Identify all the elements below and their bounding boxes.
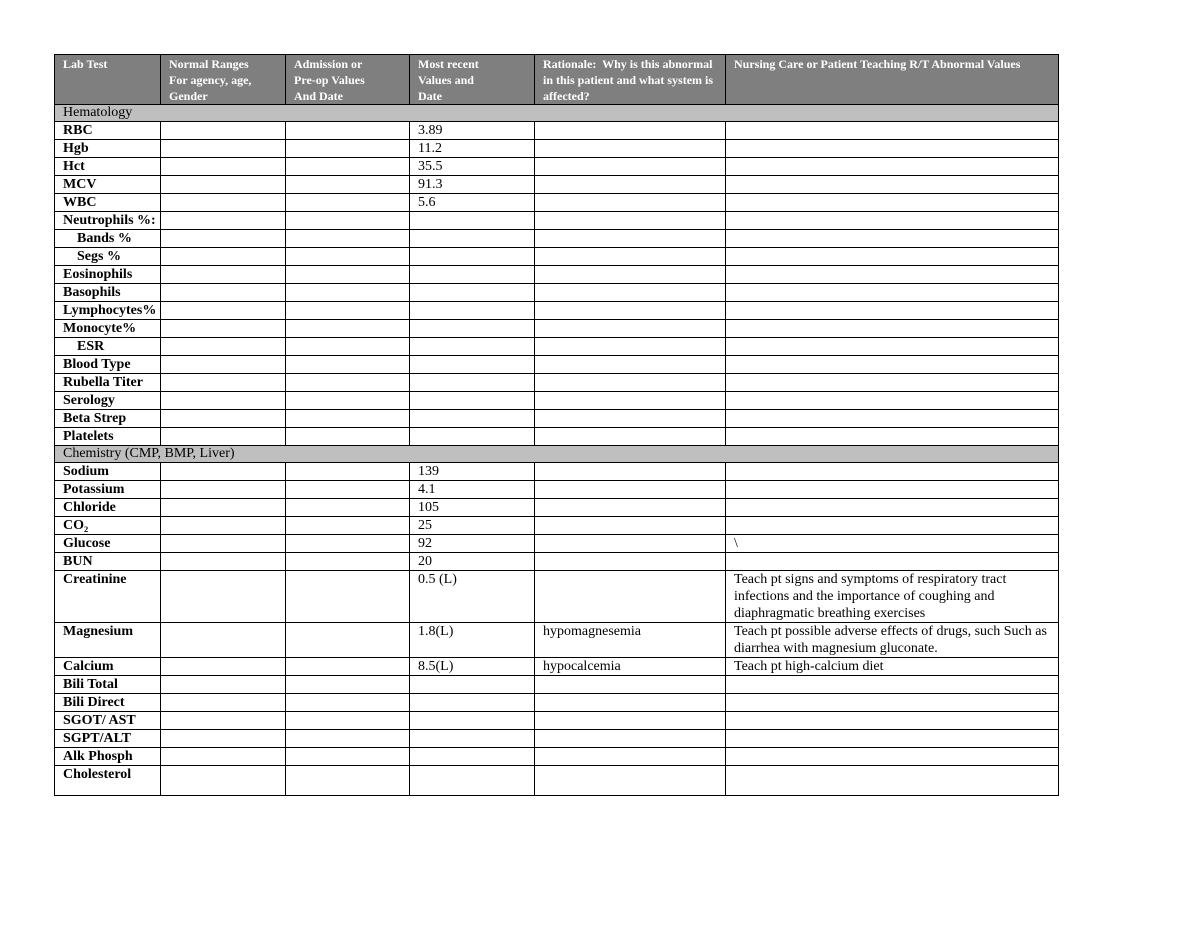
admission-value-cell [286,712,410,730]
lab-test-name: WBC [55,194,161,212]
rationale-cell [535,499,726,517]
rationale-cell [535,266,726,284]
rationale-cell [535,553,726,571]
recent-value-cell: 0.5 (L) [410,571,535,623]
normal-range-cell [161,122,286,140]
normal-range-cell [161,517,286,535]
nursing-care-cell [726,463,1059,481]
normal-range-cell [161,535,286,553]
rationale-cell [535,748,726,766]
table-row [55,463,1059,481]
table-row [55,428,1059,446]
nursing-care-cell [726,284,1059,302]
nursing-care-cell [726,356,1059,374]
admission-value-cell [286,356,410,374]
rationale-cell [535,712,726,730]
header-recent-values: Most recent Values and Date [410,55,535,105]
admission-value-cell [286,658,410,676]
nursing-care-cell [726,712,1059,730]
recent-value-cell [410,284,535,302]
table-row [55,338,1059,356]
admission-value-cell [286,730,410,748]
normal-range-cell [161,730,286,748]
normal-range-cell [161,410,286,428]
nursing-care-cell [726,338,1059,356]
rationale-cell [535,676,726,694]
recent-value-cell: 20 [410,553,535,571]
recent-value-cell: 92 [410,535,535,553]
admission-value-cell [286,230,410,248]
normal-range-cell [161,481,286,499]
table-row [55,766,1059,796]
lab-test-name: Eosinophils [55,266,161,284]
recent-value-cell: 3.89 [410,122,535,140]
lab-test-name: Chloride [55,499,161,517]
recent-value-cell [410,356,535,374]
admission-value-cell [286,676,410,694]
recent-value-cell [410,230,535,248]
admission-value-cell [286,553,410,571]
rationale-cell [535,730,726,748]
table-row [55,748,1059,766]
rationale-cell [535,356,726,374]
normal-range-cell [161,230,286,248]
table-row [55,302,1059,320]
lab-test-name: RBC [55,122,161,140]
table-row [55,623,1059,658]
table-row [55,481,1059,499]
nursing-care-cell [726,694,1059,712]
normal-range-cell [161,356,286,374]
lab-test-name: Cholesterol [55,766,161,796]
lab-test-name: Platelets [55,428,161,446]
rationale-cell [535,194,726,212]
lab-test-name: Blood Type [55,356,161,374]
nursing-care-cell [726,176,1059,194]
lab-test-name: Alk Phosph [55,748,161,766]
table-row [55,694,1059,712]
recent-value-cell [410,730,535,748]
normal-range-cell [161,194,286,212]
recent-value-cell [410,428,535,446]
nursing-care-cell [726,302,1059,320]
rationale-cell [535,463,726,481]
table-row [55,320,1059,338]
normal-range-cell [161,676,286,694]
lab-test-name: Rubella Titer [55,374,161,392]
nursing-care-cell [726,730,1059,748]
rationale-cell: hypomagnesemia [535,623,726,658]
normal-range-cell [161,623,286,658]
lab-test-name: Bands % [55,230,161,248]
recent-value-cell [410,374,535,392]
rationale-cell [535,284,726,302]
lab-test-name: Beta Strep [55,410,161,428]
nursing-care-cell: Teach pt possible adverse effects of drugs, such Such as diarrhea with magnesium gluconate. [726,623,1059,658]
lab-test-name: Neutrophils %: [55,212,161,230]
recent-value-cell [410,248,535,266]
rationale-cell [535,571,726,623]
admission-value-cell [286,212,410,230]
lab-test-name: Serology [55,392,161,410]
table-row [55,553,1059,571]
nursing-care-cell [726,194,1059,212]
nursing-care-cell [726,499,1059,517]
admission-value-cell [286,374,410,392]
lab-test-name: Hct [55,158,161,176]
normal-range-cell [161,284,286,302]
admission-value-cell [286,694,410,712]
rationale-cell [535,481,726,499]
normal-range-cell [161,553,286,571]
lab-test-name: BUN [55,553,161,571]
table-row [55,658,1059,676]
recent-value-cell [410,694,535,712]
section-title: Chemistry (CMP, BMP, Liver) [55,446,1059,463]
table-row [55,712,1059,730]
rationale-cell [535,140,726,158]
nursing-care-cell [726,140,1059,158]
lab-test-name: Lymphocytes% [55,302,161,320]
table-row [55,392,1059,410]
admission-value-cell [286,410,410,428]
rationale-cell: hypocalcemia [535,658,726,676]
nursing-care-cell [726,320,1059,338]
table-row [55,571,1059,623]
rationale-cell [535,392,726,410]
admission-value-cell [286,248,410,266]
normal-range-cell [161,248,286,266]
recent-value-cell [410,392,535,410]
nursing-care-cell: Teach pt high-calcium diet [726,658,1059,676]
rationale-cell [535,122,726,140]
table-row [55,730,1059,748]
table-row [55,140,1059,158]
lab-test-name: Bili Direct [55,694,161,712]
recent-value-cell: 139 [410,463,535,481]
lab-test-name: Hgb [55,140,161,158]
normal-range-cell [161,428,286,446]
admission-value-cell [286,517,410,535]
admission-value-cell [286,320,410,338]
normal-range-cell [161,302,286,320]
header-normal-ranges: Normal Ranges For agency, age, Gender [161,55,286,105]
nursing-care-cell [726,266,1059,284]
normal-range-cell [161,158,286,176]
admission-value-cell [286,302,410,320]
rationale-cell [535,320,726,338]
table-row [55,676,1059,694]
recent-value-cell [410,266,535,284]
recent-value-cell: 8.5(L) [410,658,535,676]
admission-value-cell [286,571,410,623]
nursing-care-cell: Teach pt signs and symptoms of respiratory tract infections and the importance of coughing and diaphragmatic breathing exercises [726,571,1059,623]
nursing-care-cell [726,766,1059,796]
rationale-cell [535,517,726,535]
normal-range-cell [161,658,286,676]
section-title: Hematology [55,105,1059,122]
hematology-section-header [55,105,1059,122]
normal-range-cell [161,140,286,158]
recent-value-cell [410,712,535,730]
table-row [55,499,1059,517]
recent-value-cell: 25 [410,517,535,535]
nursing-care-cell [726,748,1059,766]
recent-value-cell [410,676,535,694]
admission-value-cell [286,176,410,194]
admission-value-cell [286,266,410,284]
rationale-cell [535,428,726,446]
normal-range-cell [161,266,286,284]
table-row [55,122,1059,140]
lab-test-name: Bili Total [55,676,161,694]
admission-value-cell [286,481,410,499]
admission-value-cell [286,140,410,158]
admission-value-cell [286,535,410,553]
header-nursing-care: Nursing Care or Patient Teaching R/T Abnormal Values [726,55,1059,105]
normal-range-cell [161,176,286,194]
admission-value-cell [286,338,410,356]
lab-test-name: CO₂ [55,517,161,535]
normal-range-cell [161,392,286,410]
normal-range-cell [161,571,286,623]
lab-test-name: Potassium [55,481,161,499]
rationale-cell [535,338,726,356]
recent-value-cell: 35.5 [410,158,535,176]
admission-value-cell [286,623,410,658]
nursing-care-cell [726,517,1059,535]
admission-value-cell [286,499,410,517]
normal-range-cell [161,463,286,481]
recent-value-cell [410,212,535,230]
normal-range-cell [161,712,286,730]
lab-test-name: Segs % [55,248,161,266]
table-row [55,266,1059,284]
recent-value-cell: 91.3 [410,176,535,194]
nursing-care-cell [726,230,1059,248]
rationale-cell [535,158,726,176]
table-row [55,158,1059,176]
table-row [55,535,1059,553]
normal-range-cell [161,320,286,338]
nursing-care-cell [726,374,1059,392]
recent-value-cell: 4.1 [410,481,535,499]
admission-value-cell [286,428,410,446]
table-row [55,230,1059,248]
header-rationale: Rationale: Why is this abnormal in this patient and what system is affected? [535,55,726,105]
lab-test-name: Creatinine [55,571,161,623]
rationale-cell [535,212,726,230]
admission-value-cell [286,158,410,176]
rationale-cell [535,410,726,428]
lab-test-name: SGPT/ALT [55,730,161,748]
recent-value-cell [410,302,535,320]
nursing-care-cell [726,248,1059,266]
recent-value-cell: 1.8(L) [410,623,535,658]
table-row [55,248,1059,266]
recent-value-cell [410,410,535,428]
recent-value-cell: 11.2 [410,140,535,158]
admission-value-cell [286,463,410,481]
lab-test-name: Sodium [55,463,161,481]
lab-test-name: Glucose [55,535,161,553]
rationale-cell [535,694,726,712]
admission-value-cell [286,392,410,410]
rationale-cell [535,230,726,248]
chemistry-section-header [55,446,1059,463]
normal-range-cell [161,374,286,392]
nursing-care-cell: \ [726,535,1059,553]
header-admission-values: Admission or Pre-op Values And Date [286,55,410,105]
recent-value-cell [410,748,535,766]
nursing-care-cell [726,122,1059,140]
nursing-care-cell [726,158,1059,176]
admission-value-cell [286,284,410,302]
nursing-care-cell [726,392,1059,410]
lab-test-name: ESR [55,338,161,356]
header-row [55,55,1059,105]
table-row [55,356,1059,374]
lab-test-name: SGOT/ AST [55,712,161,730]
lab-test-name: Calcium [55,658,161,676]
nursing-care-cell [726,553,1059,571]
rationale-cell [535,302,726,320]
lab-test-name: Basophils [55,284,161,302]
normal-range-cell [161,694,286,712]
lab-values-table [54,54,1059,796]
table-row [55,194,1059,212]
rationale-cell [535,374,726,392]
recent-value-cell: 5.6 [410,194,535,212]
lab-test-name: Magnesium [55,623,161,658]
rationale-cell [535,766,726,796]
normal-range-cell [161,212,286,230]
admission-value-cell [286,194,410,212]
nursing-care-cell [726,676,1059,694]
table-row [55,517,1059,535]
nursing-care-cell [726,481,1059,499]
normal-range-cell [161,499,286,517]
recent-value-cell: 105 [410,499,535,517]
recent-value-cell [410,320,535,338]
admission-value-cell [286,122,410,140]
lab-test-name: Monocyte% [55,320,161,338]
rationale-cell [535,248,726,266]
header-lab-test: Lab Test [55,55,161,105]
admission-value-cell [286,766,410,796]
table-row [55,176,1059,194]
nursing-care-cell [726,212,1059,230]
normal-range-cell [161,748,286,766]
recent-value-cell [410,766,535,796]
admission-value-cell [286,748,410,766]
table-row [55,212,1059,230]
nursing-care-cell [726,410,1059,428]
recent-value-cell [410,338,535,356]
table-row [55,284,1059,302]
normal-range-cell [161,338,286,356]
rationale-cell [535,535,726,553]
nursing-care-cell [726,428,1059,446]
rationale-cell [535,176,726,194]
lab-test-name: MCV [55,176,161,194]
normal-range-cell [161,766,286,796]
table-row [55,410,1059,428]
table-row [55,374,1059,392]
